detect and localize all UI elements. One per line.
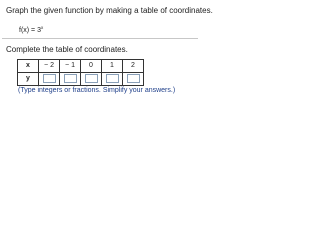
- y-answer-input[interactable]: [43, 74, 56, 83]
- x-header: x: [18, 60, 39, 73]
- x-value-cell: 2: [123, 60, 144, 73]
- y-value-cell: [39, 73, 60, 86]
- x-value-cell: 0: [81, 60, 102, 73]
- y-answer-input[interactable]: [106, 74, 119, 83]
- y-value-cell: [102, 73, 123, 86]
- function-prefix: f(x) = 3: [19, 27, 41, 34]
- x-value-cell: 1: [102, 60, 123, 73]
- y-value-cell: [123, 73, 144, 86]
- x-value-cell: − 1: [60, 60, 81, 73]
- y-header: y: [18, 73, 39, 86]
- x-row: [18, 60, 144, 73]
- answer-hint: (Type integers or fractions. Simplify your answers.): [18, 87, 176, 94]
- function-expression: [19, 23, 43, 35]
- coordinates-table: [17, 59, 144, 86]
- question-text: Graph the given function by making a table of coordinates.: [6, 6, 213, 15]
- function-exponent: x: [40, 25, 44, 30]
- y-answer-input[interactable]: [64, 74, 77, 83]
- instruction-text: Complete the table of coordinates.: [6, 45, 128, 54]
- y-value-cell: [60, 73, 81, 86]
- y-row: [18, 73, 144, 86]
- y-answer-input[interactable]: [127, 74, 140, 83]
- x-value-cell: − 2: [39, 60, 60, 73]
- section-divider: [2, 38, 198, 39]
- y-answer-input[interactable]: [85, 74, 98, 83]
- y-value-cell: [81, 73, 102, 86]
